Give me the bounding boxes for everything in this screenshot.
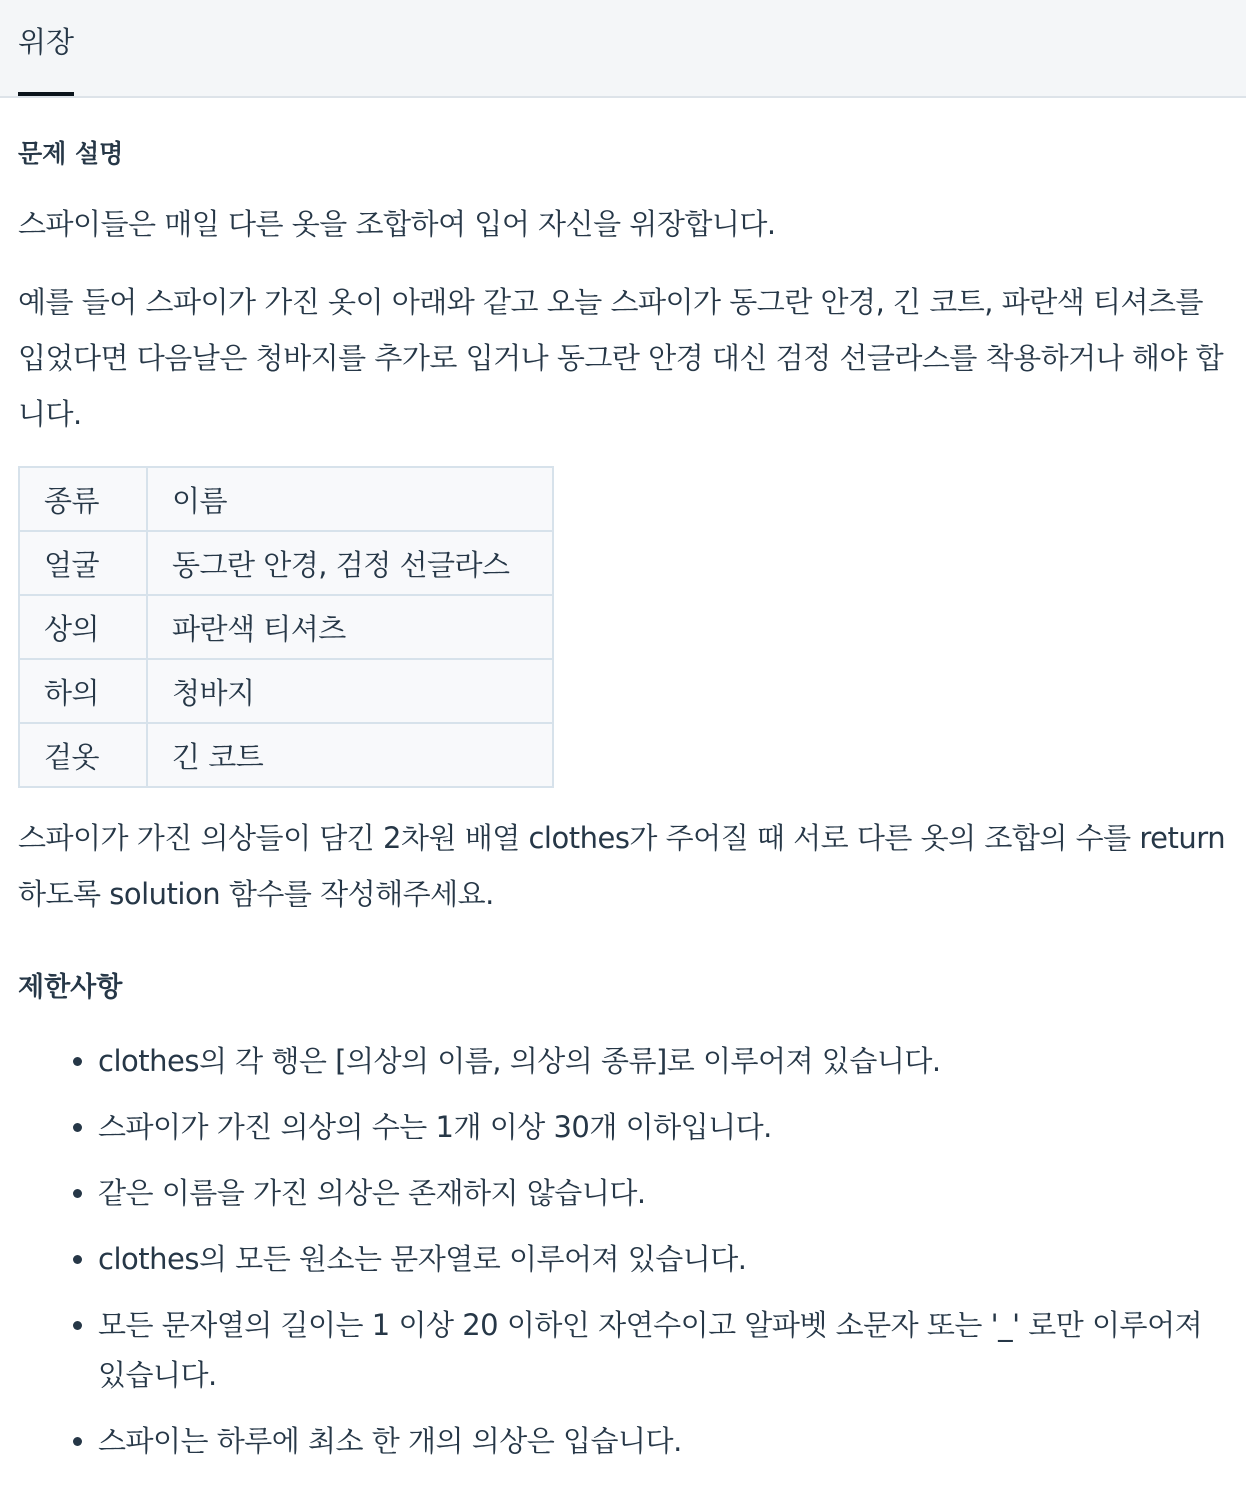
list-item: • 모든 문자열의 길이는 1 이상 20 이하인 자연수이고 알파벳 소문자 또는 '_' 로만 이루어져 있습니다. bbox=[98, 1300, 1228, 1400]
table-header-cell: 이름 bbox=[147, 467, 553, 531]
description-paragraph-3: 스파이가 가진 의상들이 담긴 2차원 배열 clothes가 주어질 때 서로 다른 옷의 조합의 수를 return 하도록 solution 함수를 작성해주세요. bbox=[18, 821, 1226, 911]
constraints-list bbox=[18, 1036, 1228, 1466]
table-row bbox=[19, 595, 553, 659]
table-cell: 긴 코트 bbox=[147, 723, 553, 787]
table-header-cell: 종류 bbox=[19, 467, 147, 531]
table-cell: 얼굴 bbox=[19, 531, 147, 595]
tab-wijang[interactable]: 위장 bbox=[18, 0, 74, 96]
table-row bbox=[19, 531, 553, 595]
constraints-title: 제한사항 bbox=[18, 972, 123, 1003]
section-title: 문제 설명 bbox=[18, 139, 124, 168]
table-cell: 청바지 bbox=[147, 659, 553, 723]
list-item: • 같은 이름을 가진 의상은 존재하지 않습니다. bbox=[98, 1168, 1228, 1218]
table-cell: 파란색 티셔츠 bbox=[147, 595, 553, 659]
list-item: • 스파이는 하루에 최소 한 개의 의상은 입습니다. bbox=[98, 1416, 1228, 1466]
table-cell: 하의 bbox=[19, 659, 147, 723]
table-cell: 상의 bbox=[19, 595, 147, 659]
description-paragraph-1: 스파이들은 매일 다른 옷을 조합하여 입어 자신을 위장합니다. bbox=[18, 207, 776, 241]
clothes-table bbox=[18, 466, 554, 788]
table-row bbox=[19, 723, 553, 787]
table-cell: 겉옷 bbox=[19, 723, 147, 787]
tab-bar bbox=[0, 0, 1246, 98]
table-header-row bbox=[19, 467, 553, 531]
table-row bbox=[19, 659, 553, 723]
list-item: • clothes의 모든 원소는 문자열로 이루어져 있습니다. bbox=[98, 1234, 1228, 1284]
table-cell: 동그란 안경, 검정 선글라스 bbox=[147, 531, 553, 595]
description-paragraph-2: 예를 들어 스파이가 가진 옷이 아래와 같고 오늘 스파이가 동그란 안경, 긴 코트, 파란색 티셔츠를 입었다면 다음날은 청바지를 추가로 입거나 동그란 안경 대신 검정 선글라스를 착용하거나 해야 합니다. bbox=[18, 285, 1224, 431]
list-item: • 스파이가 가진 의상의 수는 1개 이상 30개 이하입니다. bbox=[98, 1102, 1228, 1152]
problem-content bbox=[0, 136, 1246, 1466]
list-item: • clothes의 각 행은 [의상의 이름, 의상의 종류]로 이루어져 있습니다. bbox=[98, 1036, 1228, 1086]
